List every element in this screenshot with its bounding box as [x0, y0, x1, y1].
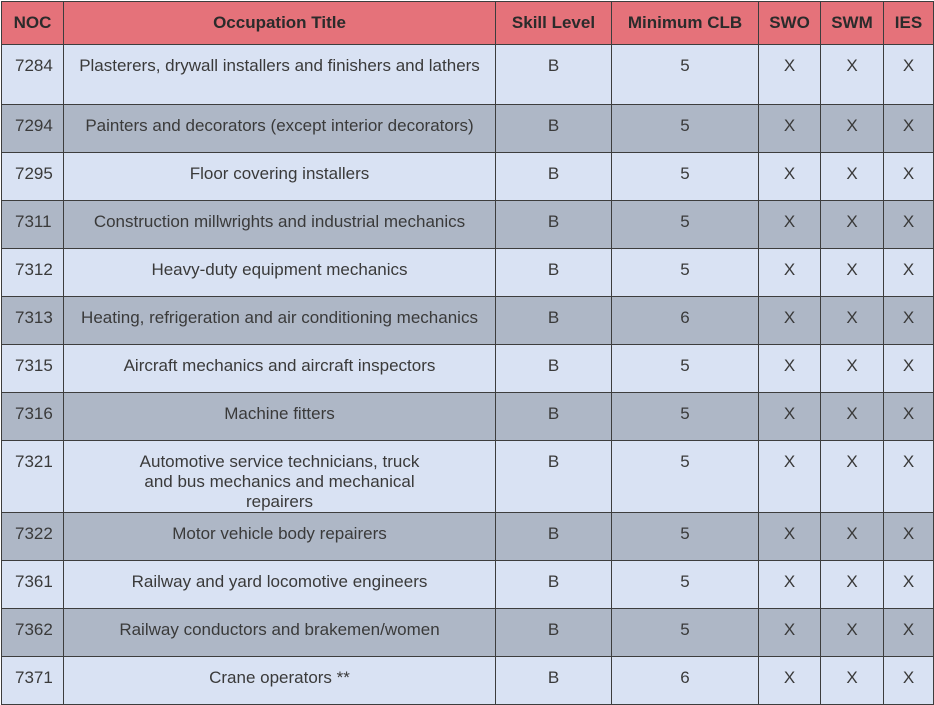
swm-cell: X	[821, 561, 884, 609]
occupation-title-cell: Aircraft mechanics and aircraft inspectors	[64, 345, 496, 393]
occupation-title-cell: Plasterers, drywall installers and finishers and lathers	[64, 45, 496, 105]
ies-cell: X	[884, 105, 934, 153]
skill-level-cell: B	[496, 201, 612, 249]
table-row	[2, 45, 934, 105]
minimum-clb-cell: 5	[612, 441, 759, 513]
ies-cell: X	[884, 345, 934, 393]
occupation-title-cell: Motor vehicle body repairers	[64, 513, 496, 561]
noc-cell: 7294	[2, 105, 64, 153]
swo-cell: X	[759, 45, 821, 105]
noc-cell: 7312	[2, 249, 64, 297]
noc-cell: 7322	[2, 513, 64, 561]
swo-cell: X	[759, 393, 821, 441]
noc-cell: 7371	[2, 657, 64, 705]
table-row	[2, 249, 934, 297]
ies-cell: X	[884, 45, 934, 105]
noc-cell: 7311	[2, 201, 64, 249]
header-row	[2, 2, 934, 45]
header-skill-level: Skill Level	[496, 2, 612, 45]
swo-cell: X	[759, 297, 821, 345]
occupation-title-cell: Heating, refrigeration and air conditioning mechanics	[64, 297, 496, 345]
skill-level-cell: B	[496, 249, 612, 297]
header-swm: SWM	[821, 2, 884, 45]
skill-level-cell: B	[496, 105, 612, 153]
swm-cell: X	[821, 609, 884, 657]
swo-cell: X	[759, 657, 821, 705]
skill-level-cell: B	[496, 45, 612, 105]
swm-cell: X	[821, 45, 884, 105]
skill-level-cell: B	[496, 345, 612, 393]
skill-level-cell: B	[496, 393, 612, 441]
occupation-title-cell: Automotive service technicians, truck and bus mechanics and mechanical repairers	[64, 441, 496, 513]
noc-cell: 7284	[2, 45, 64, 105]
ies-cell: X	[884, 513, 934, 561]
minimum-clb-cell: 6	[612, 657, 759, 705]
table-row	[2, 297, 934, 345]
swm-cell: X	[821, 393, 884, 441]
skill-level-cell: B	[496, 297, 612, 345]
swo-cell: X	[759, 345, 821, 393]
table-row	[2, 153, 934, 201]
skill-level-cell: B	[496, 609, 612, 657]
noc-cell: 7361	[2, 561, 64, 609]
minimum-clb-cell: 5	[612, 513, 759, 561]
skill-level-cell: B	[496, 153, 612, 201]
minimum-clb-cell: 5	[612, 393, 759, 441]
ies-cell: X	[884, 297, 934, 345]
table-row	[2, 609, 934, 657]
occupation-title-cell: Crane operators **	[64, 657, 496, 705]
swo-cell: X	[759, 561, 821, 609]
swm-cell: X	[821, 201, 884, 249]
swo-cell: X	[759, 153, 821, 201]
noc-cell: 7295	[2, 153, 64, 201]
occupation-title-cell: Construction millwrights and industrial mechanics	[64, 201, 496, 249]
occupation-title-cell: Heavy-duty equipment mechanics	[64, 249, 496, 297]
occupation-title-cell: Railway conductors and brakemen/women	[64, 609, 496, 657]
occupation-title-cell: Painters and decorators (except interior decorators)	[64, 105, 496, 153]
swm-cell: X	[821, 513, 884, 561]
swm-cell: X	[821, 345, 884, 393]
noc-cell: 7316	[2, 393, 64, 441]
table-row	[2, 345, 934, 393]
occupation-title-cell: Floor covering installers	[64, 153, 496, 201]
table-row	[2, 561, 934, 609]
occupation-title-cell: Machine fitters	[64, 393, 496, 441]
minimum-clb-cell: 5	[612, 201, 759, 249]
table-row	[2, 105, 934, 153]
ies-cell: X	[884, 249, 934, 297]
minimum-clb-cell: 6	[612, 297, 759, 345]
table-row	[2, 201, 934, 249]
minimum-clb-cell: 5	[612, 609, 759, 657]
ies-cell: X	[884, 201, 934, 249]
noc-cell: 7315	[2, 345, 64, 393]
swo-cell: X	[759, 609, 821, 657]
skill-level-cell: B	[496, 561, 612, 609]
skill-level-cell: B	[496, 513, 612, 561]
swm-cell: X	[821, 249, 884, 297]
occupation-title-cell: Railway and yard locomotive engineers	[64, 561, 496, 609]
skill-level-cell: B	[496, 441, 612, 513]
header-swo: SWO	[759, 2, 821, 45]
noc-cell: 7313	[2, 297, 64, 345]
noc-cell: 7362	[2, 609, 64, 657]
ies-cell: X	[884, 609, 934, 657]
minimum-clb-cell: 5	[612, 249, 759, 297]
swo-cell: X	[759, 513, 821, 561]
minimum-clb-cell: 5	[612, 153, 759, 201]
header-minimum-clb: Minimum CLB	[612, 2, 759, 45]
minimum-clb-cell: 5	[612, 345, 759, 393]
swm-cell: X	[821, 153, 884, 201]
minimum-clb-cell: 5	[612, 561, 759, 609]
swm-cell: X	[821, 441, 884, 513]
noc-cell: 7321	[2, 441, 64, 513]
swo-cell: X	[759, 105, 821, 153]
swo-cell: X	[759, 201, 821, 249]
ies-cell: X	[884, 561, 934, 609]
header-ies: IES	[884, 2, 934, 45]
table-row	[2, 657, 934, 705]
skill-level-cell: B	[496, 657, 612, 705]
ies-cell: X	[884, 657, 934, 705]
swo-cell: X	[759, 441, 821, 513]
header-occupation-title: Occupation Title	[64, 2, 496, 45]
ies-cell: X	[884, 153, 934, 201]
table-row	[2, 393, 934, 441]
ies-cell: X	[884, 393, 934, 441]
swo-cell: X	[759, 249, 821, 297]
minimum-clb-cell: 5	[612, 45, 759, 105]
minimum-clb-cell: 5	[612, 105, 759, 153]
header-noc: NOC	[2, 2, 64, 45]
table-row	[2, 441, 934, 513]
ies-cell: X	[884, 441, 934, 513]
occupation-table	[1, 1, 934, 705]
swm-cell: X	[821, 105, 884, 153]
swm-cell: X	[821, 297, 884, 345]
table-row	[2, 513, 934, 561]
swm-cell: X	[821, 657, 884, 705]
